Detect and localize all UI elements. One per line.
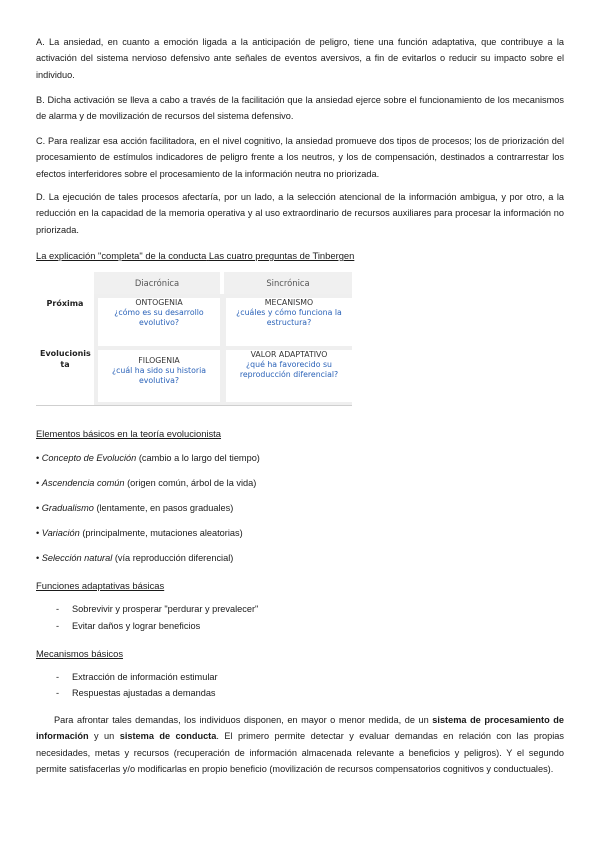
list-item: • Ascendencia común (origen común, árbol de la vida) xyxy=(36,478,257,488)
table-divider xyxy=(36,405,352,406)
cell-mecanismo xyxy=(226,298,352,346)
final-text-1: Para afrontar tales demandas, los individuos disponen, en mayor o menor medida, de un xyxy=(54,715,429,725)
item-text: Extracción de información estimular xyxy=(72,672,218,682)
item-term: Concepto de Evolución xyxy=(41,453,137,463)
valor-question: ¿qué ha favorecido su reproducción diferencial? xyxy=(239,360,339,379)
paragraph-b: B. Dicha activación se lleva a cabo a través de la facilitación que la ansiedad ejerce sobre el funcionamiento de los mecanismos de alarma y de movilización de recursos del sistema defensivo. xyxy=(36,95,564,122)
paragraph-c: C. Para realizar esa acción facilitadora, en el nivel cognitivo, la ansiedad promueve dos tipos de procesos; los de priorización del procesamiento de estímulos indicadores de peligro frente a los neutros, y los de compensación, destinados a contrarrestar los efectos interferidores sobre el procesamiento de la información neutra no priorizada. xyxy=(36,136,564,179)
col-diacronica: Diacrónica xyxy=(94,272,220,294)
cell-valor-adaptativo xyxy=(226,350,352,402)
mecanismos-heading: Mecanismos básicos xyxy=(36,648,124,659)
heading-tinbergen: Las cuatro preguntas de Tinbergen xyxy=(208,250,355,261)
valor-title: VALOR ADAPTATIVO xyxy=(250,350,328,359)
item-term: Gradualismo xyxy=(41,503,94,513)
list-item: - Respuestas ajustadas a demandas xyxy=(56,688,216,698)
list-item: • Selección natural (vía reproducción diferencial) xyxy=(36,553,234,563)
item-text: Respuestas ajustadas a demandas xyxy=(72,688,216,698)
filogenia-question: ¿cuál ha sido su historia evolutiva? xyxy=(111,366,207,385)
final-bold-1: sistema de procesamiento de información xyxy=(36,715,564,742)
col-sincronica: Sincrónica xyxy=(224,272,352,294)
item-desc: (vía reproducción diferencial) xyxy=(114,553,234,563)
list-item: - Sobrevivir y prosperar "perdurar y prevalecer" xyxy=(56,604,259,614)
item-desc: (lentamente, en pasos graduales) xyxy=(96,503,234,513)
list-item: - Extracción de información estimular xyxy=(56,672,218,682)
final-bold-2: sistema de conducta xyxy=(119,731,217,742)
cell-filogenia xyxy=(98,350,220,402)
item-desc: (cambio a lo largo del tiempo) xyxy=(138,453,260,463)
paragraph-final xyxy=(36,712,564,778)
item-term: Ascendencia común xyxy=(41,478,125,488)
final-text-2: y un xyxy=(94,731,115,742)
mecanismo-title: MECANISMO xyxy=(264,298,314,307)
list-item: • Concepto de Evolución (cambio a lo largo del tiempo) xyxy=(36,453,260,463)
item-term: Selección natural xyxy=(41,553,113,563)
item-term: Variación xyxy=(41,528,80,538)
funciones-heading: Funciones adaptativas básicas xyxy=(36,580,165,591)
list-item: • Variación (principalmente, mutaciones aleatorias) xyxy=(36,528,243,538)
item-text: Evitar daños y lograr beneficios xyxy=(72,621,201,631)
item-desc: (origen común, árbol de la vida) xyxy=(127,478,257,488)
ontogenia-title: ONTOGENIA xyxy=(135,298,183,307)
heading-explicacion: La explicación "completa" de la conducta xyxy=(36,250,207,261)
filogenia-title: FILOGENIA xyxy=(138,356,180,365)
list-item: • Gradualismo (lentamente, en pasos graduales) xyxy=(36,503,234,513)
row-proxima: Próxima xyxy=(46,299,84,308)
mecanismo-question: ¿cuáles y cómo funciona la estructura? xyxy=(236,308,342,327)
item-desc: (principalmente, mutaciones aleatorias) xyxy=(82,528,243,538)
row-evolucionista: Evolucionis ta xyxy=(40,349,91,369)
cell-ontogenia xyxy=(98,298,220,346)
list-item: - Evitar daños y lograr beneficios xyxy=(56,621,201,631)
elementos-heading: Elementos básicos en la teoría evolucionista xyxy=(36,428,222,439)
tinbergen-table xyxy=(36,272,352,406)
paragraph-a: A. La ansiedad, en cuanto a emoción ligada a la anticipación de peligro, tiene una función adaptativa, que contribuye a la activación del sistema nervioso defensivo ante señales de eventos aversivos, a fin de evitarlos o reducir su impacto sobre el individuo. xyxy=(36,37,564,80)
final-text-3: . El primero permite detectar y evaluar demandas en relación con las propias necesidades, metas y recursos (recuperación de información almacenada relevante a beneficios y peligros). Y el segundo permite satisfacerlas y/o modificarlas en propio beneficio (movilización de recursos compensatorios cognitivos y conductuales). xyxy=(36,731,564,775)
paragraph-d: D. La ejecución de tales procesos afectaría, por un lado, a la selección atencional de la información ambigua, y por otro, a la reducción en la capacidad de la memoria operativa y al uso extraordinario de recursos auxiliares para procesar la información no priorizada. xyxy=(36,192,564,235)
tinbergen-heading xyxy=(36,250,354,261)
item-text: Sobrevivir y prosperar "perdurar y prevalecer" xyxy=(72,604,259,614)
ontogenia-question: ¿cómo es su desarrollo evolutivo? xyxy=(114,308,204,327)
